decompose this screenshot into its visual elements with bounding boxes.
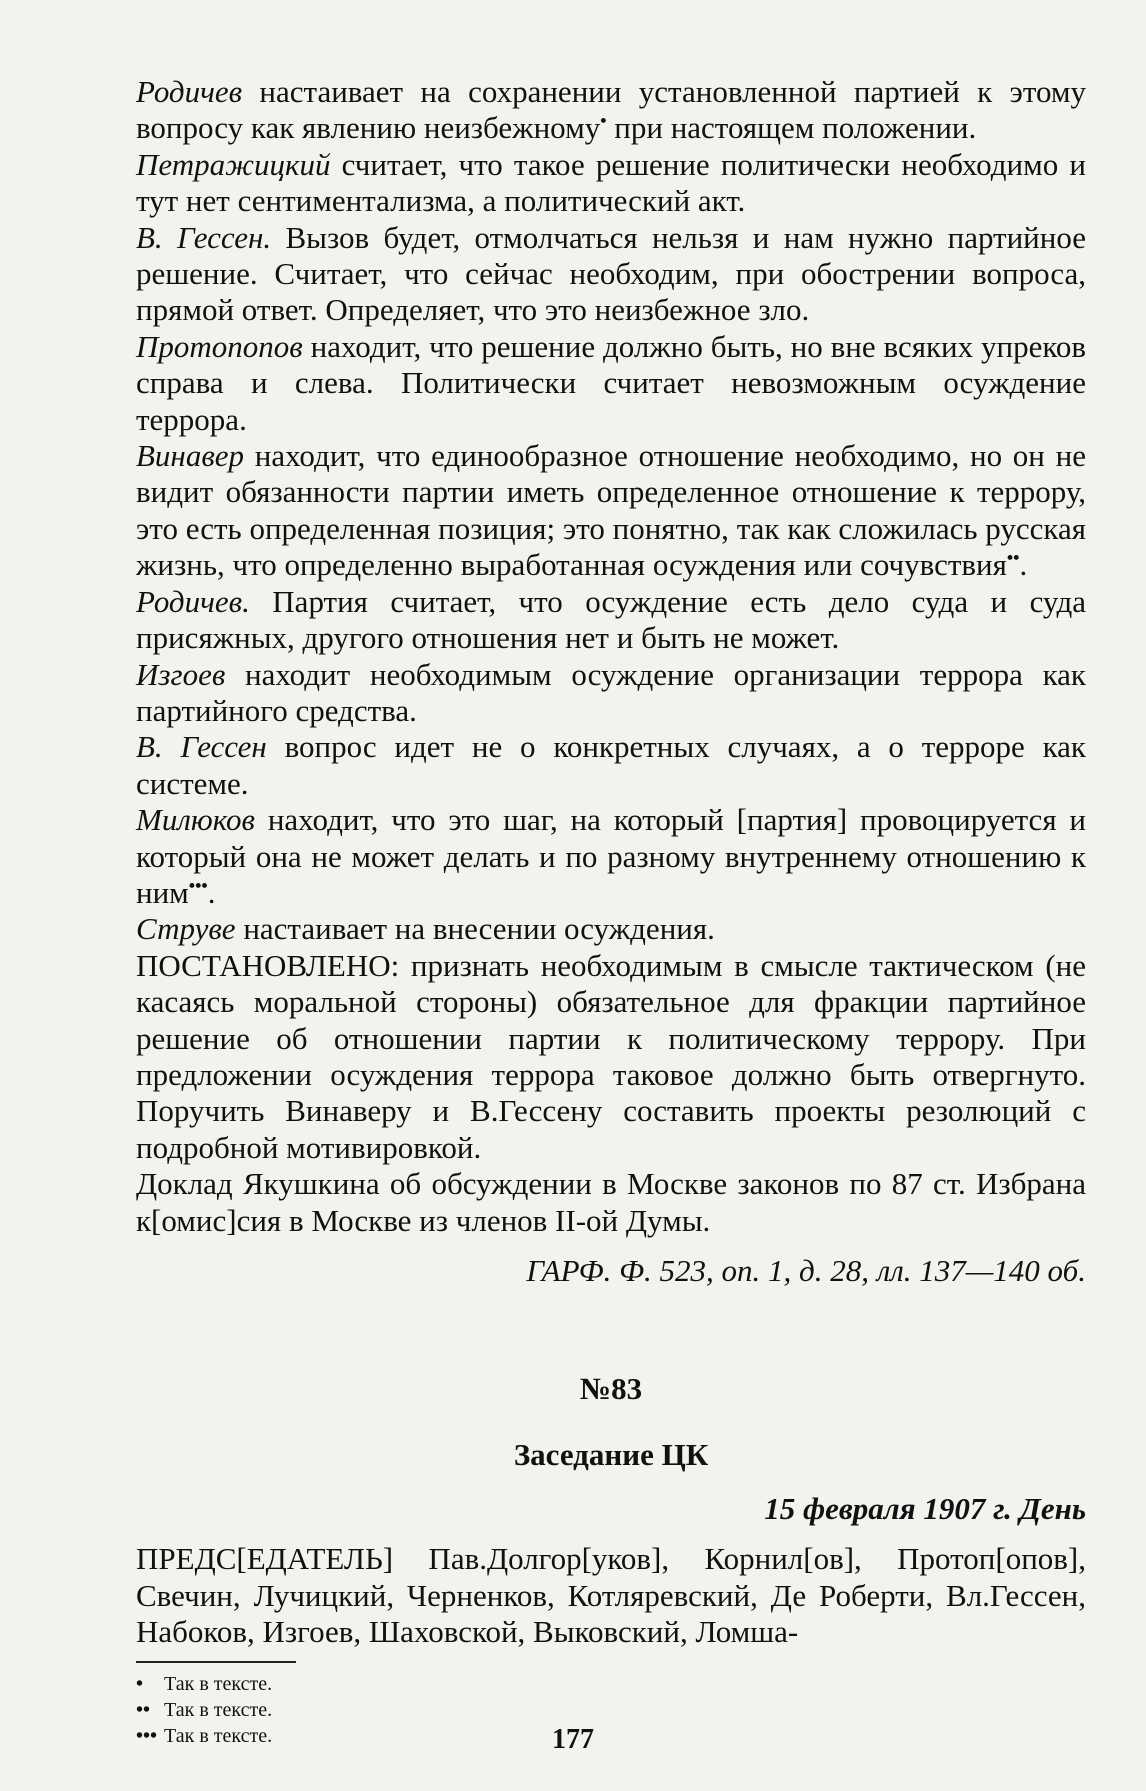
- footnote-item: • Так в тексте.: [136, 1672, 273, 1695]
- speaker-name: Протопопов: [136, 328, 303, 364]
- footnote-item: ••• Так в тексте.: [136, 1724, 273, 1747]
- paragraph-milyukov: Милюков находит, что это шаг, на который [партия] провоцируется и который она не может делать и по разному внутреннему отношению к ним•••.: [136, 802, 1086, 910]
- speaker-name: Родичев: [136, 74, 243, 109]
- speaker-name: В. Гессен.: [136, 219, 272, 255]
- paragraph-gessen-1: В. Гессен. Вызов будет, отмолчаться нельзя и нам нужно партийное решение. Считает, что сейчас необходим, при обострении вопроса, прямой ответ. Определяет, что это неизбежное зло.: [136, 219, 1086, 328]
- speaker-name: Изгоев: [136, 656, 226, 692]
- page-number: 177: [552, 1724, 594, 1755]
- footnote-symbol: •: [136, 1672, 144, 1695]
- paragraph-resolution: ПОСТАНОВЛЕНО: признать необходимым в смысле тактическом (не касаясь моральной стороны) обязательное для фракции партийное решение об отношении партии к политическому террору. При предложении осуждения террора таковое должно быть отвергнуто. Поручить Винаверу и В.Гессену составить проекты резолюций с подробной мотивировкой.: [136, 947, 1086, 1165]
- footnote-marker: ••: [1006, 547, 1020, 568]
- footnote-item: •• Так в тексте.: [136, 1698, 273, 1721]
- paragraph-izgoev: Изгоев находит необходимым осуждение организации террора как партийного средства.: [136, 656, 1086, 728]
- paragraph-vinaver: Винавер находит, что единообразное отношение необходимо, но он не видит обязанности партии иметь определенное отношение к террору, это есть определенная позиция; это понятно, так как сложилась русская жизнь, что определенно выработанная осуждения или сочувствия••.: [136, 438, 1086, 583]
- footnote-divider: [136, 1661, 296, 1663]
- document-date: 15 февраля 1907 г. День: [764, 1491, 1086, 1527]
- speaker-name: Винавер: [136, 438, 245, 474]
- footnote-symbol: •••: [136, 1724, 158, 1747]
- paragraph-gessen-2: В. Гессен вопрос идет не о конкретных случаях, а о терроре как системе.: [136, 729, 1086, 801]
- document-title: Заседание ЦК: [513, 1437, 709, 1473]
- speaker-name: Струве: [136, 911, 236, 947]
- body-text: [136, 74, 1086, 1239]
- paragraph-rodichev-2: Родичев. Партия считает, что осуждение есть дело суда и суда присяжных, другого отношения нет и быть не может.: [136, 583, 1086, 656]
- paragraph-petrazhitsky: Петражицкий считает, что такое решение политически необходимо и тут нет сентиментализма, а политический акт.: [136, 146, 1086, 219]
- document-number: №83: [579, 1371, 643, 1407]
- presidium-list: ПРЕДС[ЕДАТЕЛЬ] Пав.Долгор[уков], Корнил[ов], Протоп[опов], Свечин, Лучицкий, Черненков, Котляревский, Де Роберти, Вл.Гессен, Набоков, Изгоев, Шаховской, Выковский, Ломша-: [136, 1541, 1086, 1650]
- footnote-marker: •••: [188, 875, 208, 896]
- speaker-name: Милюков: [136, 802, 255, 838]
- paragraph-struve: Струве настаивает на внесении осуждения.: [136, 911, 715, 947]
- paragraph-yakushkin-report: Доклад Якушкина об обсуждении в Москве законов по 87 ст. Избрана к[омис]сия в Москве из членов II-ой Думы.: [136, 1166, 1086, 1238]
- paragraph-protopopov: Протопопов находит, что решение должно быть, но вне всяких упреков справа и слева. Политически считает невозможным осуждение террора.: [136, 328, 1086, 437]
- speaker-name: Родичев.: [136, 583, 250, 619]
- speaker-name: Петражицкий: [136, 146, 331, 182]
- footnote-symbol: ••: [136, 1698, 151, 1721]
- speaker-name: В. Гессен: [136, 729, 267, 765]
- footnote-marker: •: [600, 111, 607, 132]
- archive-source: ГАРФ. Ф. 523, оп. 1, д. 28, лл. 137—140 об.: [526, 1253, 1086, 1288]
- paragraph-rodichev-1: Родичев настаивает на сохранении установленной партией к этому вопросу как явлению неизбежному• при настоящем положении.: [136, 74, 1086, 146]
